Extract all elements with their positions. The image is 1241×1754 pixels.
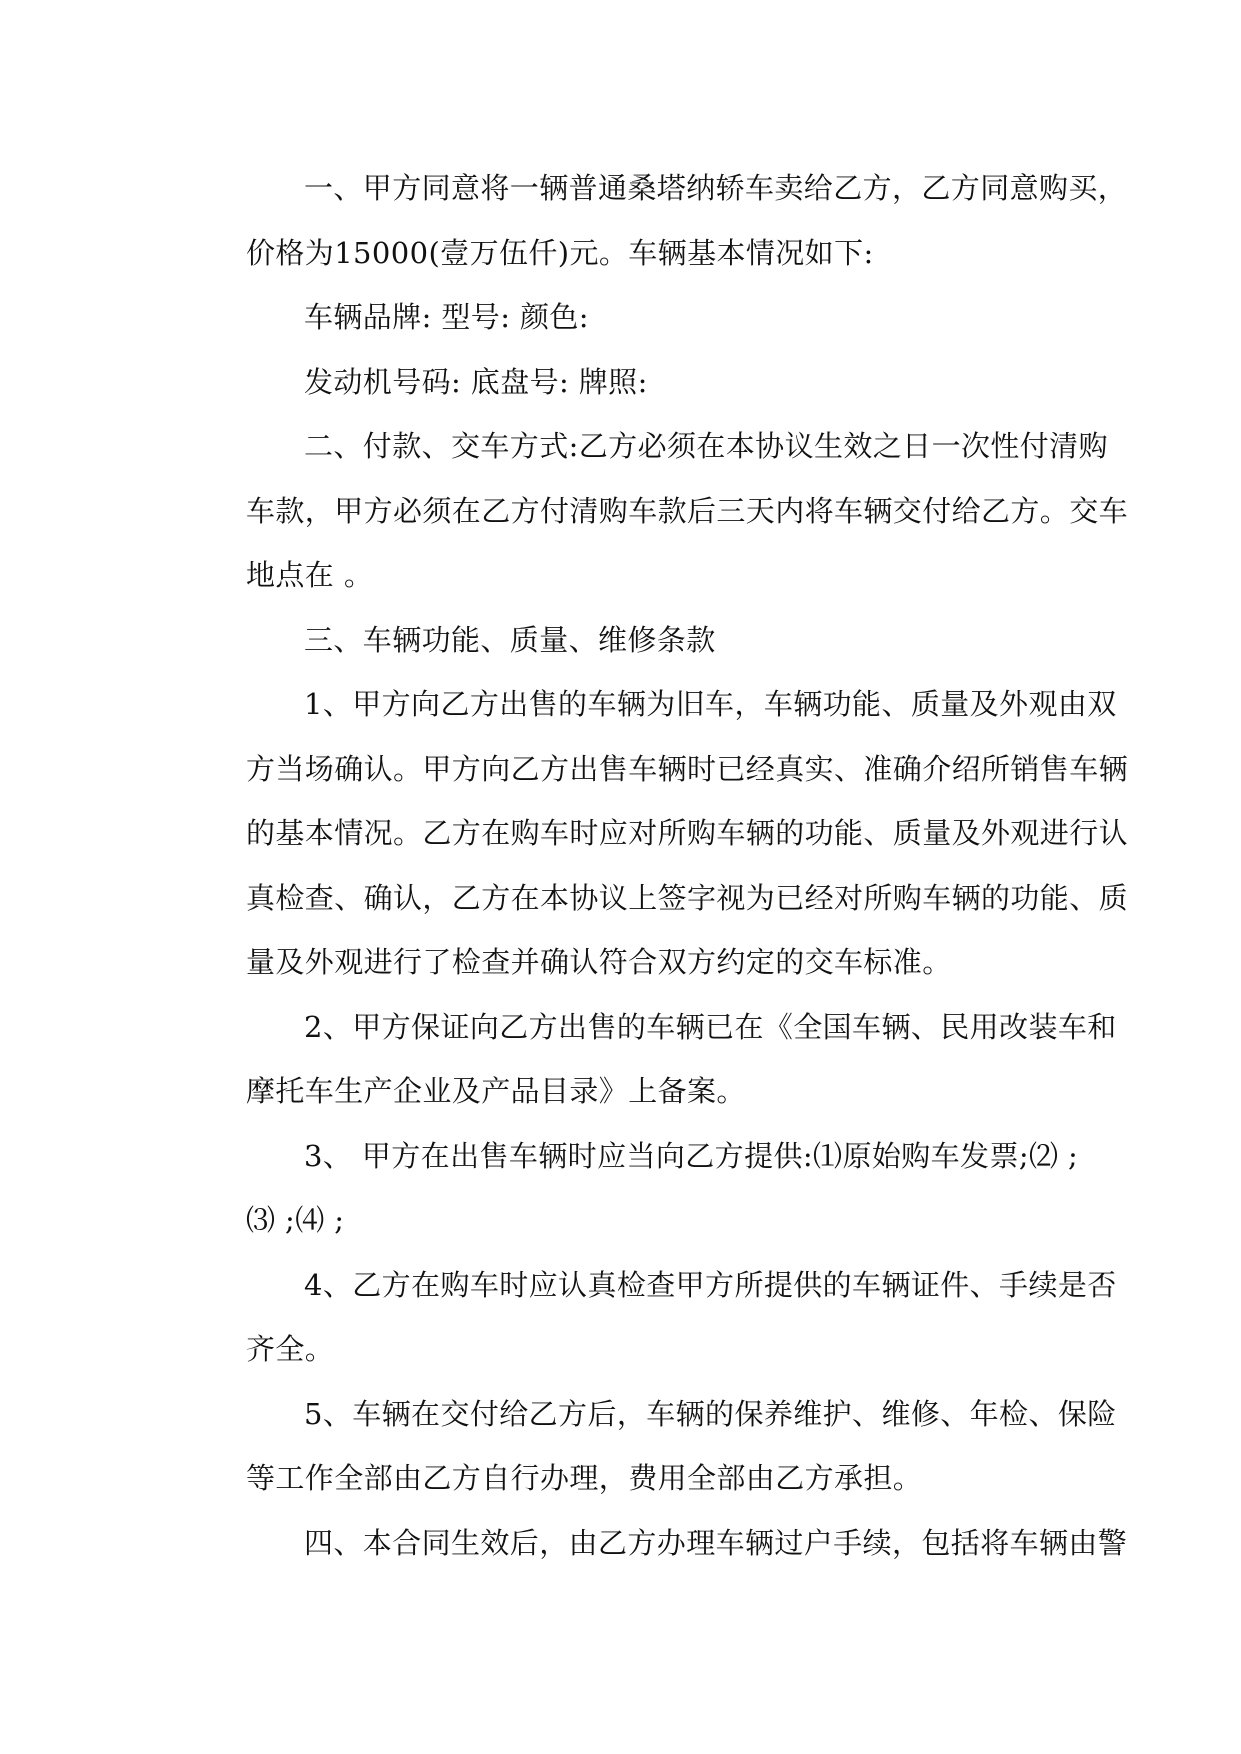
paragraph-clause-4 — [188, 1511, 1128, 1576]
paragraph-vehicle-brand — [188, 285, 1058, 350]
paragraph-item-4 — [188, 1253, 1117, 1382]
document-body — [188, 156, 1129, 1575]
paragraph-engine-number — [188, 350, 1058, 415]
text-line: 齐全。 — [246, 1332, 335, 1366]
text-line: 发动机号码: 底盘号: 牌照: — [304, 364, 648, 399]
text-line: ⑶ ;⑷ ; — [246, 1203, 345, 1237]
text-line: 真检查、确认，乙方在本协议上签字视为已经对所购车辆的功能、质 — [246, 880, 1129, 915]
text-line: 车款，甲方必须在乙方付清购车款后三天内将车辆交付给乙方。交车 — [246, 493, 1129, 528]
text-line: 三、车辆功能、质量、维修条款 — [304, 622, 716, 657]
paragraph-clause-1 — [188, 156, 1128, 285]
paragraph-item-5 — [188, 1382, 1117, 1511]
text-line: 方当场确认。甲方向乙方出售车辆时已经真实、准确介绍所销售车辆 — [246, 751, 1129, 786]
text-line: 四、本合同生效后，由乙方办理车辆过户手续，包括将车辆由警 — [304, 1525, 1128, 1560]
text-line: 量及外观进行了检查并确认符合双方约定的交车标准。 — [246, 945, 952, 979]
text-line: 地点在 。 — [246, 558, 374, 592]
text-line: 一、甲方同意将一辆普通桑塔纳轿车卖给乙方，乙方同意购买， — [304, 171, 1128, 205]
paragraph-item-2 — [188, 995, 1117, 1124]
paragraph-item-3 — [188, 1124, 1079, 1253]
text-line: 4、乙方在购车时应认真检查甲方所提供的车辆证件、手续是否 — [304, 1267, 1117, 1302]
text-line: 的基本情况。乙方在购车时应对所购车辆的功能、质量及外观进行认 — [246, 816, 1129, 850]
text-line: 等工作全部由乙方自行办理，费用全部由乙方承担。 — [246, 1461, 923, 1495]
paragraph-item-1 — [188, 672, 1129, 995]
text-line: 2、甲方保证向乙方出售的车辆已在《全国车辆、民用改装车和 — [304, 1009, 1117, 1044]
paragraph-clause-2 — [188, 414, 1129, 608]
text-line: 二、付款、交车方式:乙方必须在本协议生效之日一次性付清购 — [304, 429, 1108, 463]
text-line: 车辆品牌: 型号: 颜色: — [304, 300, 589, 334]
text-line: 价格为15000(壹万伍仟)元。车辆基本情况如下: — [246, 235, 874, 270]
text-line: 3、 甲方在出售车辆时应当向乙方提供:⑴原始购车发票;⑵ ; — [304, 1138, 1079, 1173]
text-line: 摩托车生产企业及产品目录》上备案。 — [246, 1074, 746, 1108]
paragraph-clause-3-heading — [188, 608, 1058, 673]
text-line: 1、甲方向乙方出售的车辆为旧车，车辆功能、质量及外观由双 — [304, 687, 1117, 721]
text-line: 5、车辆在交付给乙方后，车辆的保养维护、维修、年检、保险 — [304, 1396, 1117, 1431]
